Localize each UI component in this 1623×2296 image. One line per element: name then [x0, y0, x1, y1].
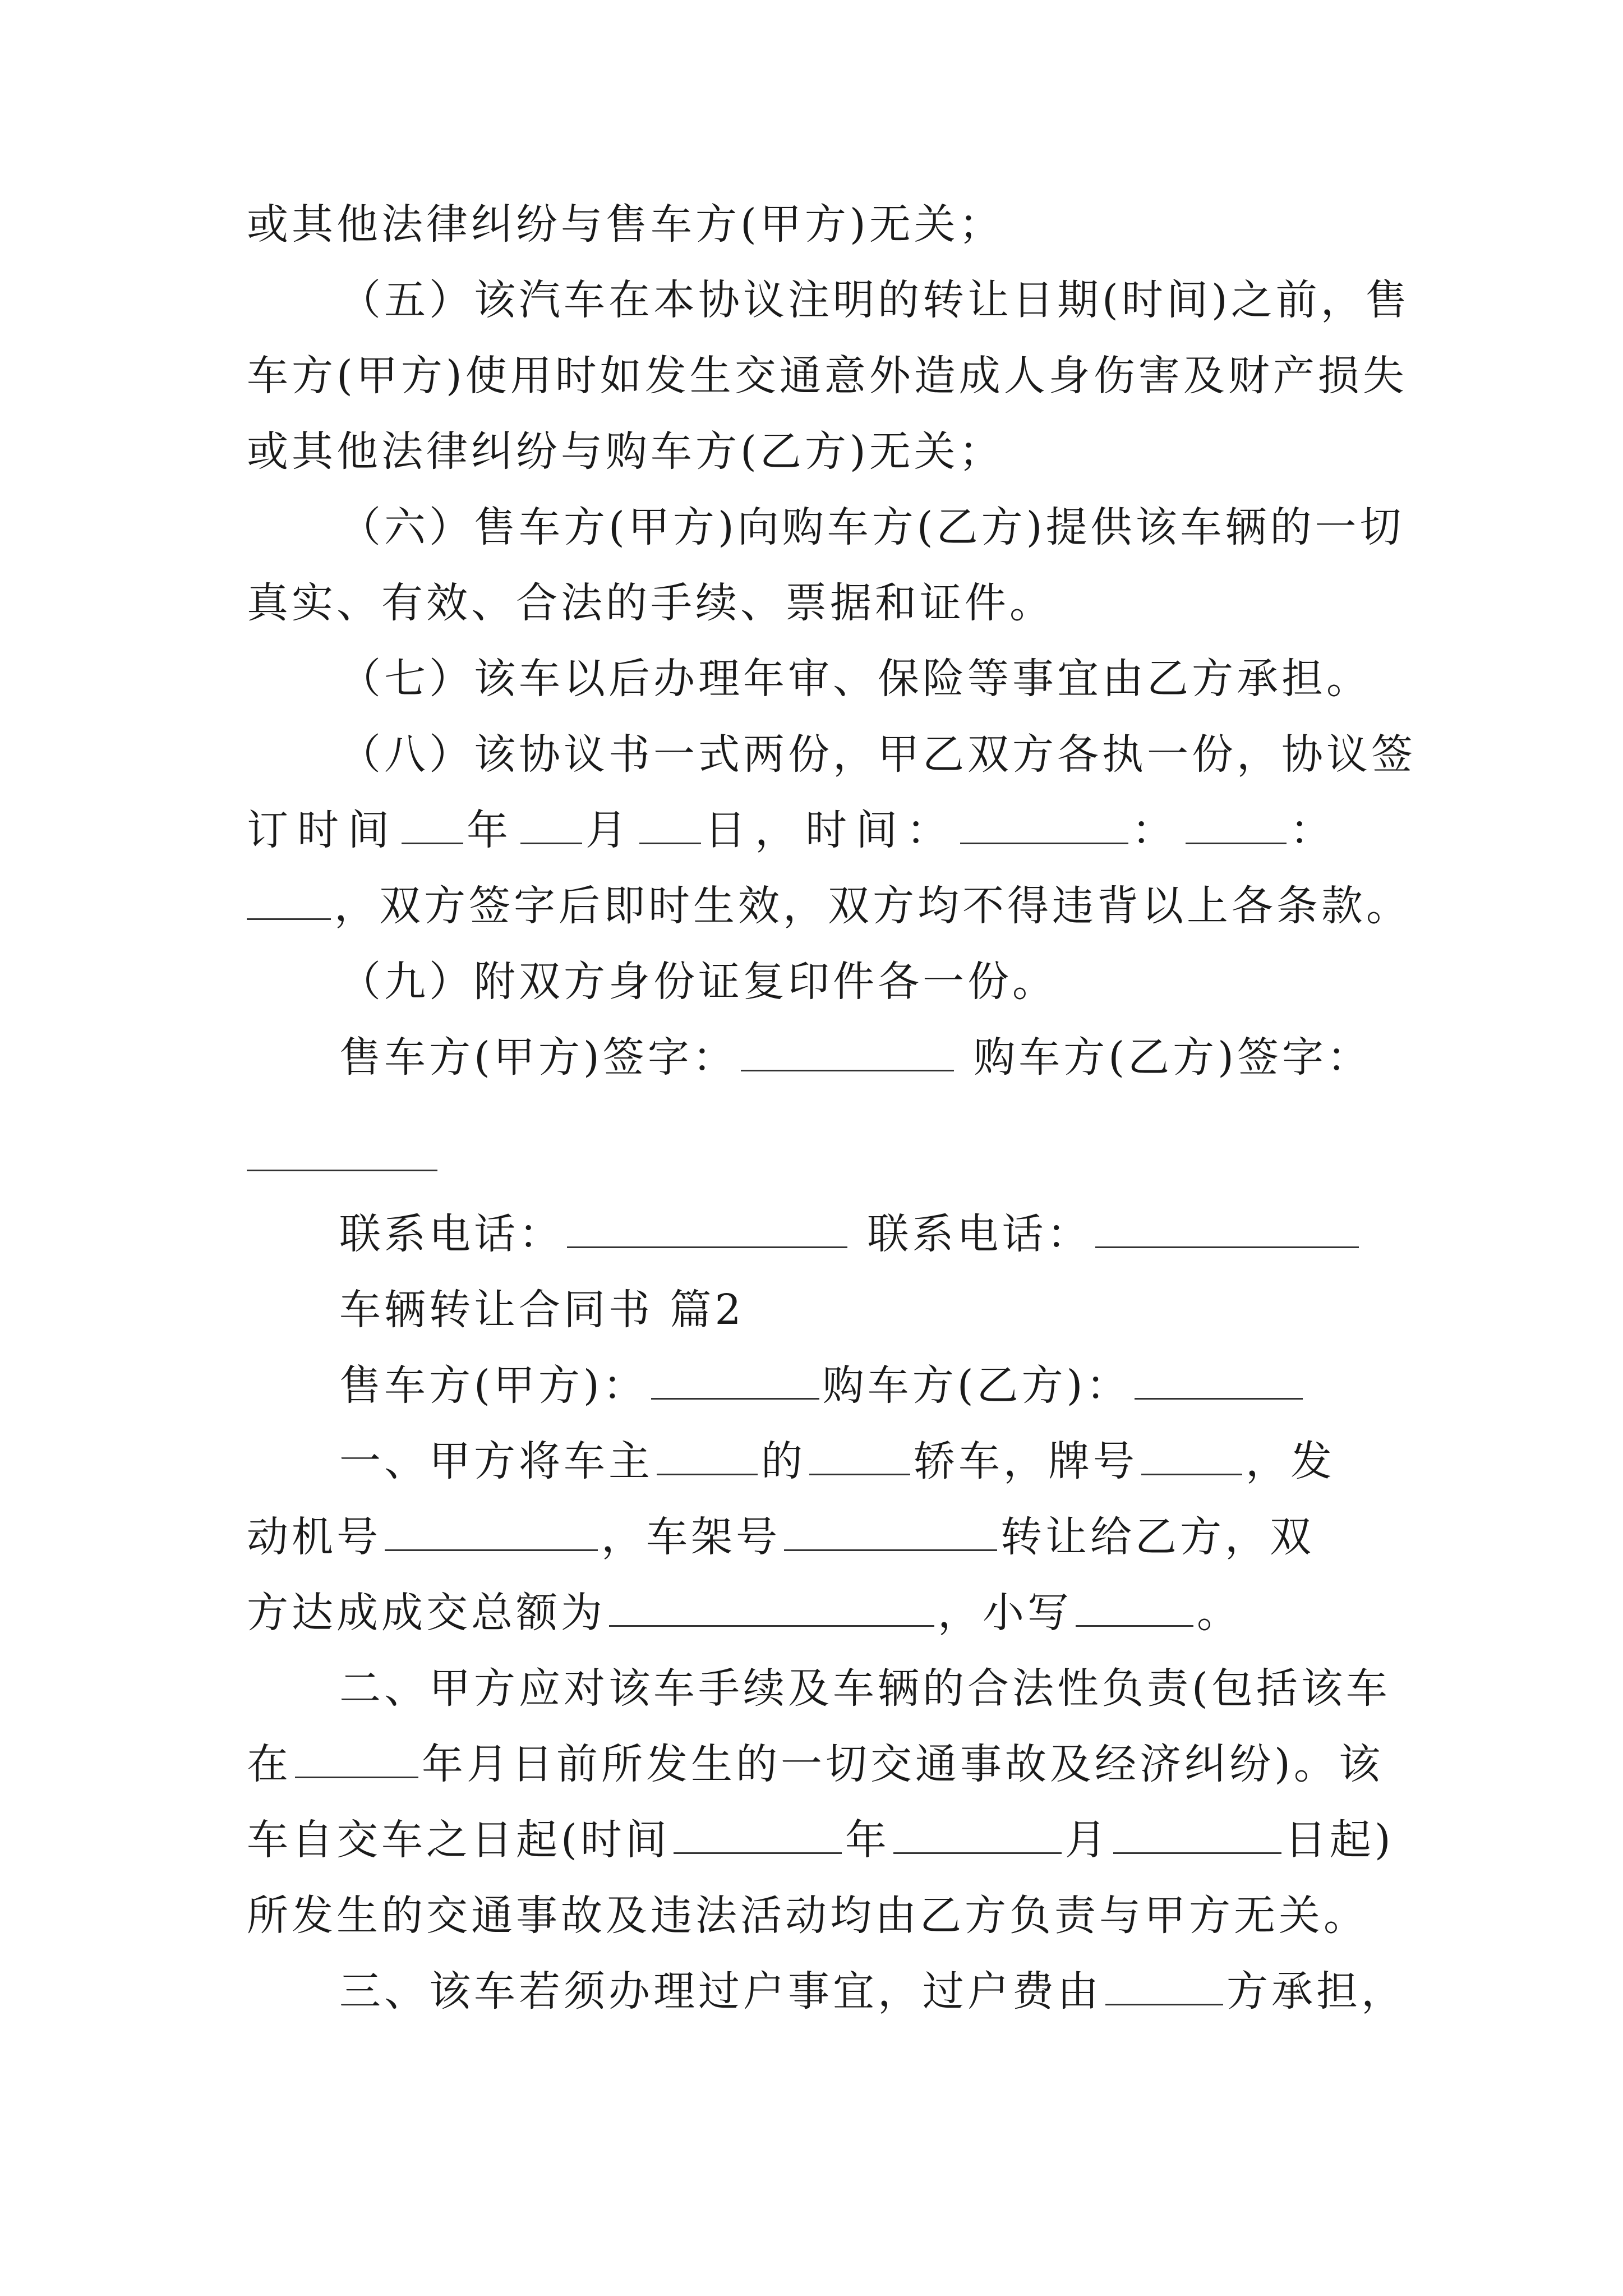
text-fragment: ：: [1132, 806, 1182, 854]
section-heading: 车辆转让合同书 篇2: [339, 1286, 745, 1334]
blank-field[interactable]: [1186, 803, 1287, 844]
article-1-line: [339, 1430, 1335, 1492]
text-fragment: 三、该车若须办理过户事宜，过户费由: [339, 1967, 1102, 2016]
text-fragment: 年月日前所发生的一切交通事故及经济纠纷)。该: [422, 1740, 1384, 1788]
text-line: [247, 1506, 1315, 1568]
seller-signature-label: 售车方(甲方)签字：: [339, 1033, 737, 1082]
text-line: 所发生的交通事故及违法活动均由乙方负责与甲方无关。: [247, 1892, 1368, 1940]
text-fragment: ，小写: [938, 1589, 1072, 1637]
buyer-field[interactable]: [1135, 1359, 1303, 1400]
blank-field[interactable]: [1113, 1813, 1281, 1854]
buyer-label: 购车方(乙方)：: [822, 1361, 1131, 1410]
text-fragment: 订时间: [247, 806, 398, 854]
text-fragment: 转让给乙方，双: [1000, 1513, 1315, 1561]
clause-6-line: （六）售车方(甲方)向购车方(乙方)提供该车辆的一切: [339, 503, 1405, 551]
article-3-line: [339, 1961, 1406, 2022]
parties-line: [339, 1355, 1306, 1416]
text-line: [247, 1733, 1384, 1795]
text-fragment: ，车架号: [601, 1513, 781, 1561]
text-fragment: 动机号: [247, 1513, 381, 1561]
buyer-signature-field[interactable]: [247, 1170, 437, 1171]
text-fragment: 方达成成交总额为: [247, 1589, 606, 1637]
text-line: 车方(甲方)使用时如发生交通意外造成人身伤害及财产损失: [247, 352, 1408, 400]
seller-label: 售车方(甲方)：: [339, 1361, 648, 1410]
blank-field[interactable]: [402, 803, 463, 844]
blank-field[interactable]: [1141, 1434, 1242, 1475]
text-fragment: 日起): [1284, 1816, 1394, 1864]
clause-9-line: （九）附双方身份证复印件各一份。: [339, 958, 1057, 1006]
text-fragment: ，发: [1246, 1437, 1335, 1485]
blank-field[interactable]: [1105, 1964, 1223, 2005]
article-2-line: 二、甲方应对该车手续及车辆的合法性负责(包括该车: [339, 1664, 1391, 1713]
text-fragment: 车自交车之日起(时间: [247, 1816, 670, 1864]
signing-time-line: [247, 799, 1340, 861]
vin-field[interactable]: [784, 1510, 997, 1551]
text-fragment: 在: [247, 1740, 292, 1788]
seller-phone-label: 联系电话：: [339, 1210, 564, 1258]
clause-8-line: （八）该协议书一式两份，甲乙双方各执一份，协议签: [339, 730, 1416, 779]
signature-line: [339, 1027, 1372, 1088]
text-fragment: 年: [467, 806, 517, 854]
text-line: 或其他法律纠纷与购车方(乙方)无关；: [247, 427, 1004, 476]
buyer-phone-label: 联系电话：: [867, 1210, 1092, 1258]
seller-signature-field[interactable]: [741, 1030, 954, 1071]
text-fragment: ：: [1290, 806, 1340, 854]
amount-figures-field[interactable]: [1076, 1586, 1193, 1627]
blank-field[interactable]: [295, 1737, 418, 1778]
buyer-phone-field[interactable]: [1095, 1207, 1359, 1248]
blank-field[interactable]: [247, 879, 331, 920]
text-fragment: 的: [761, 1437, 806, 1485]
text-fragment: 。: [1197, 1589, 1242, 1637]
text-fragment: 月: [585, 806, 636, 854]
text-fragment: 一、甲方将车主: [339, 1437, 653, 1485]
clause-5-line: （五）该汽车在本协议注明的转让日期(时间)之前，售: [339, 276, 1410, 324]
text-fragment: 方承担，: [1227, 1967, 1406, 2016]
text-line: [247, 1809, 1394, 1871]
text-line: 或其他法律纠纷与售车方(甲方)无关；: [247, 200, 1004, 249]
blank-field[interactable]: [893, 1813, 1062, 1854]
text-fragment: ，双方签字后即时生效，双方均不得违背以上各条款。: [334, 882, 1411, 930]
blank-field[interactable]: [639, 803, 701, 844]
total-amount-field[interactable]: [609, 1586, 934, 1627]
text-fragment: 日，时间：: [704, 806, 957, 854]
text-line: 真实、有效、合法的手续、票据和证件。: [247, 579, 1054, 627]
blank-field[interactable]: [657, 1434, 758, 1475]
buyer-signature-label: 购车方(乙方)签字：: [974, 1033, 1372, 1082]
text-fragment: 月: [1064, 1816, 1110, 1864]
blank-field[interactable]: [674, 1813, 842, 1854]
engine-number-field[interactable]: [385, 1510, 598, 1551]
text-line: [247, 1582, 1242, 1644]
text-fragment: 轿车，牌号: [914, 1437, 1138, 1485]
seller-phone-field[interactable]: [567, 1207, 847, 1248]
contact-line: [339, 1203, 1362, 1265]
blank-field[interactable]: [960, 803, 1128, 844]
blank-field[interactable]: [520, 803, 582, 844]
blank-field[interactable]: [809, 1434, 910, 1475]
seller-field[interactable]: [651, 1359, 819, 1400]
text-line: [247, 875, 1411, 937]
text-fragment: 年: [845, 1816, 890, 1864]
clause-7-line: （七）该车以后办理年审、保险等事宜由乙方承担。: [339, 655, 1371, 703]
